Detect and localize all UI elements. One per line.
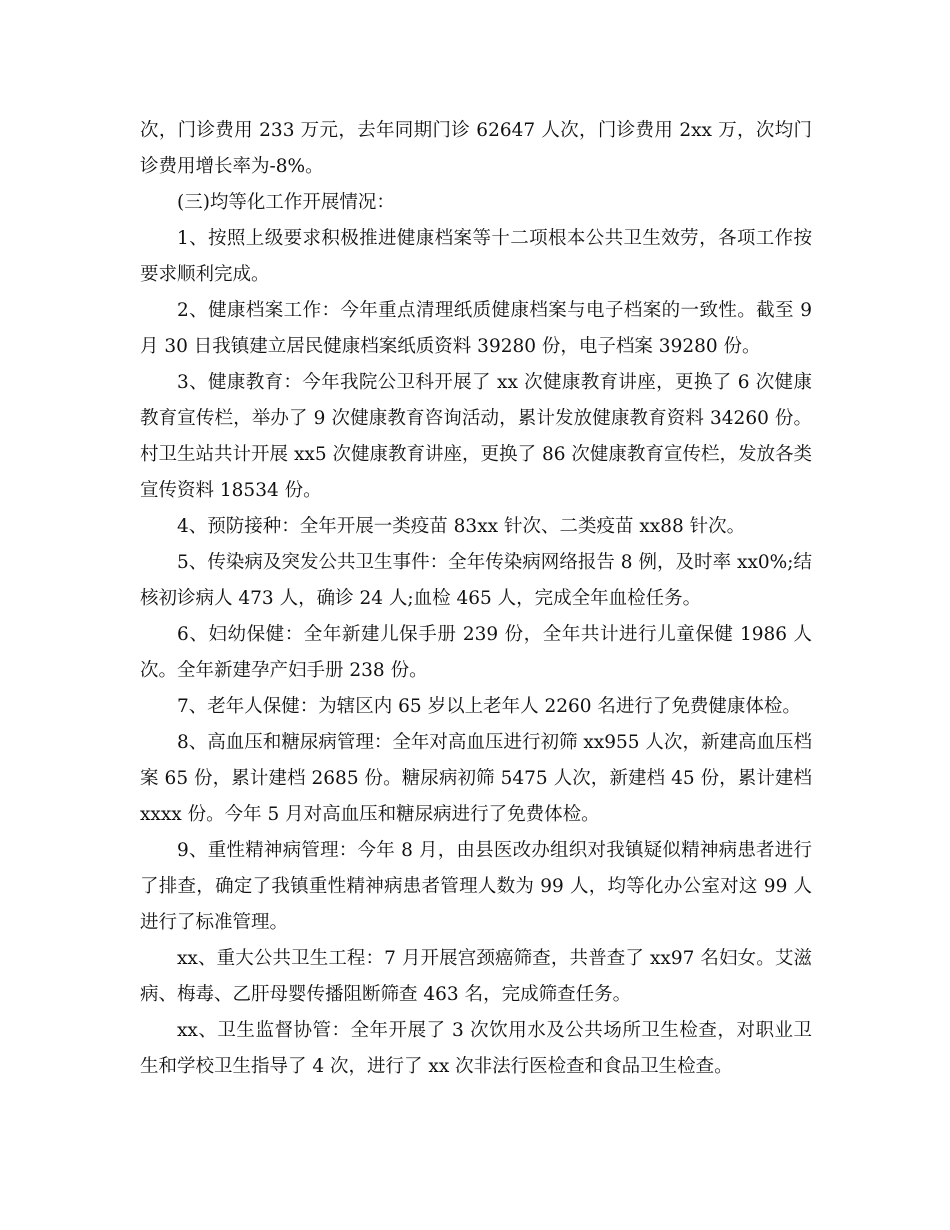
document-body — [140, 113, 812, 1085]
paragraph-item-6: 6、妇幼保健：全年新建儿保手册 239 份，全年共计进行儿童保健 1986 人次。全年新建孕产妇手册 238 份。 — [140, 624, 812, 681]
paragraph-item-3: 3、健康教育：今年我院公卫科开展了 xx 次健康教育讲座，更换了 6 次健康教育宣传栏，举办了 9 次健康教育咨询活动，累计发放健康教育资料 34260 份。村卫生站共计开展 xx5 次健康教育讲座，更换了 86 次健康教育宣传栏，发放各类宣传资料 18534 份。 — [140, 372, 812, 501]
paragraph-item-2: 2、健康档案工作：今年重点清理纸质健康档案与电子档案的一致性。截至 9 月 30 日我镇建立居民健康档案纸质资料 39280 份，电子档案 39280 份。 — [140, 300, 812, 357]
paragraph-item-7: 7、老年人保健：为辖区内 65 岁以上老年人 2260 名进行了免费健康体检。 — [177, 696, 801, 717]
paragraph-item-11: xx、卫生监督协管：全年开展了 3 次饮用水及公共场所卫生检查，对职业卫生和学校卫生指导了 4 次，进行了 xx 次非法行医检查和食品卫生检查。 — [140, 1020, 812, 1077]
paragraph-item-5: 5、传染病及突发公共卫生事件：全年传染病网络报告 8 例，及时率 xx0%;结核初诊病人 473 人，确诊 24 人;血检 465 人，完成全年血检任务。 — [140, 552, 812, 609]
paragraph-item-10: xx、重大公共卫生工程：7 月开展宫颈癌筛查，共普查了 xx97 名妇女。艾滋病、梅毒、乙肝母婴传播阻断筛查 463 名，完成筛查任务。 — [140, 948, 812, 1005]
paragraph-item-1: 1、按照上级要求积极推进健康档案等十二项根本公共卫生效劳，各项工作按要求顺利完成。 — [140, 228, 812, 285]
paragraph-item-9: 9、重性精神病管理：今年 8 月，由县医改办组织对我镇疑似精神病患者进行了排查，确定了我镇重性精神病患者管理人数为 99 人，均等化办公室对这 99 人进行了标准管理。 — [140, 840, 812, 933]
section-heading-equalization: (三)均等化工作开展情况： — [177, 192, 395, 213]
paragraph-continuation: 次，门诊费用 233 万元，去年同期门诊 62647 人次，门诊费用 2xx 万，次均门诊费用增长率为-8%。 — [140, 120, 812, 177]
paragraph-item-8: 8、高血压和糖尿病管理：全年对高血压进行初筛 xx955 人次，新建高血压档案 65 份，累计建档 2685 份。糖尿病初筛 5475 人次，新建档 45 份，累计建档 xxxx 份。今年 5 月对高血压和糖尿病进行了免费体检。 — [140, 732, 812, 825]
paragraph-item-4: 4、预防接种：全年开展一类疫苗 83xx 针次、二类疫苗 xx88 针次。 — [177, 516, 746, 537]
